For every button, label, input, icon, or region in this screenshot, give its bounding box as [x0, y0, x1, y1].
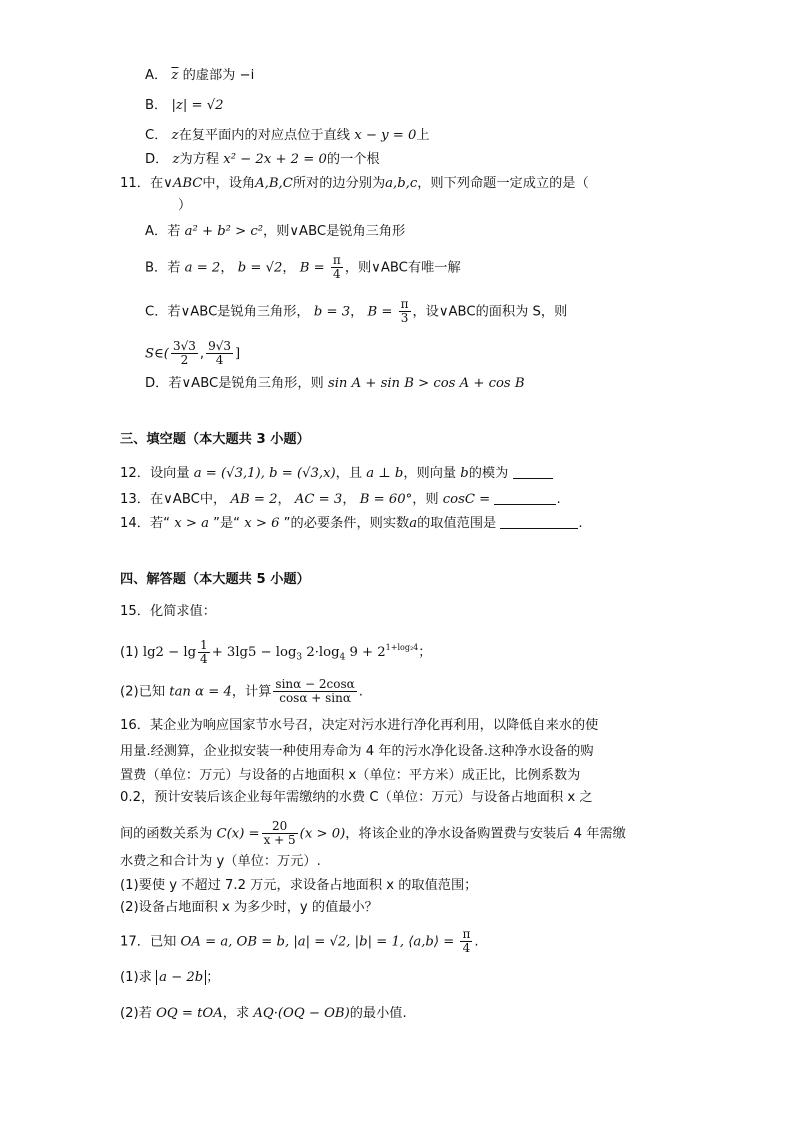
- q11-stem-close: ）: [178, 198, 192, 213]
- q16-line-5: 间的函数关系为 C(x) = $\frac{20}{x + 5}$ (x > 0)，将该企业的净水设备购置费与安装后 4 年需缴: [120, 819, 626, 847]
- q12: 12．设向量 a = (√3,1), b = (√3,x)，且 a ⊥ b，则向量 b的模为: [120, 464, 553, 484]
- q11-option-b: B．若 a = 2， b = √2， B = $\frac{\pi}{4}$ ，则∨ABC有唯一解: [145, 253, 461, 281]
- q10-option-a: A． $\overline{z}$ 的虚部为 −i: [145, 68, 255, 83]
- q16-part-1: (1)要使 y 不超过 7.2 万元，求设备占地面积 x 的取值范围；: [120, 878, 478, 893]
- q15-part-1: (1) lg2 − lg $\frac{1}{4}$ + $3\lg 5 - \log_3 2\cdot\log_4$ $9 + 2^{1+log_24}$；: [120, 637, 432, 666]
- answer-blank[interactable]: [500, 514, 578, 529]
- q13: 13．在∨ABC中， AB = 2， AC = 3， B = 60°，则 cosC = .: [120, 492, 561, 507]
- answer-blank[interactable]: [494, 490, 556, 505]
- q17-part-1: (1)求 a − 2b ；: [120, 970, 220, 985]
- section-3-title: 三、填空题（本大题共 3 小题）: [120, 432, 310, 447]
- q10-option-b: B． |z| = √2: [145, 98, 224, 113]
- fraction-pi-4: $\frac{\pi}{4}$: [332, 253, 341, 281]
- q14: 14．若“ x > a ”是“ x > 6 ”的必要条件，则实数a的取值范围是 .: [120, 516, 583, 531]
- answer-blank[interactable]: [513, 464, 553, 479]
- q11-option-c-range: S∈( $\frac{3√3}{2}$ , $\frac{9√3}{4}$ ]: [145, 339, 241, 367]
- section-4-title: 四、解答题（本大题共 5 小题）: [120, 572, 310, 587]
- q16-line-2: 用量.经测算，企业拟安装一种使用寿命为 4 年的污水净化设备.这种净水设备的购: [120, 744, 594, 759]
- fraction-pi-3: $\frac{\pi}{3}$: [400, 297, 409, 325]
- q15-part-2: (2)已知 tan α = 4，计算 $\frac{\sin\alpha - 2\cos\alpha}{\cos\alpha + \sin\alpha}$ .: [120, 677, 363, 705]
- q16-line-3: 置费（单位：万元）与设备的占地面积 x（单位：平方米）成正比，比例系数为: [120, 768, 581, 783]
- q16-line-4: 0.2，预计安装后该企业每年需缴纳的水费 C（单位：万元）与设备占地面积 x 之: [120, 790, 593, 805]
- q17-stem: 17．已知 OA = a, OB = b, |a| = √2, |b| = 1, ⟨a,b⟩ = $\frac{\pi}{4}$ .: [120, 927, 479, 955]
- q11-stem: 11．在∨ABC中，设角A,B,C所对的边分别为a,b,c，则下列命题一定成立的是（: [120, 176, 589, 191]
- q11-option-c: C．若∨ABC是锐角三角形， b = 3， B = $\frac{\pi}{3}$ ，设∨ABC的面积为 S，则: [145, 297, 568, 325]
- q11-option-a: A．若 a² + b² > c²，则∨ABC是锐角三角形: [145, 224, 406, 239]
- q17-part-2: (2)若 OQ = tOA，求 AQ·(OQ − OB)的最小值.: [120, 1006, 407, 1021]
- q10-option-d: D． z为方程 x² − 2x + 2 = 0的一个根: [145, 152, 380, 167]
- q16-line-1: 16．某企业为响应国家节水号召，决定对污水进行净化再利用，以降低自来水的使: [120, 718, 599, 733]
- q16-part-2: (2)设备占地面积 x 为多少时，y 的值最小？: [120, 900, 378, 915]
- q16-line-6: 水费之和合计为 y（单位：万元）.: [120, 854, 321, 869]
- q10-option-c: C． z在复平面内的对应点位于直线 x − y = 0上: [145, 128, 430, 143]
- q11-option-d: D．若∨ABC是锐角三角形，则 sin A + sin B > cos A + cos B: [145, 376, 525, 391]
- z-conjugate: $\overline{z}$: [171, 68, 179, 83]
- q15-title: 15．化简求值：: [120, 604, 216, 619]
